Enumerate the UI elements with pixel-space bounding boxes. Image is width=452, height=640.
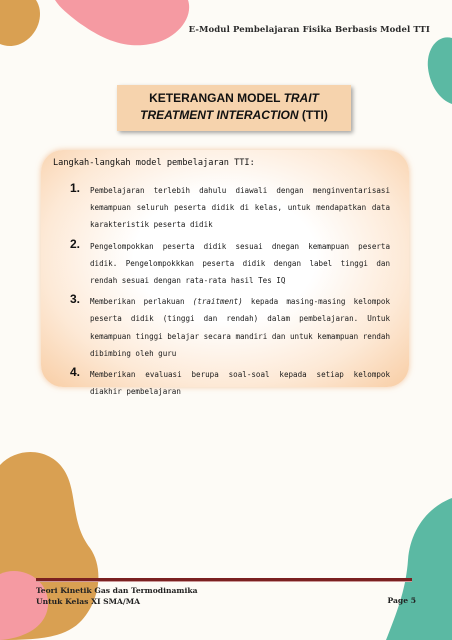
steps-list	[70, 182, 390, 404]
footer-class-label: Untuk Kelas XI SMA/MA	[36, 597, 141, 606]
step-text-part: kepada masing-masing kelompok peserta didik (tinggi dan rendah) dalam pembelajaran. Untuk kemampuan tinggi belajar secara mandiri dan untuk kemampuan rendah dibimbing oleh guru	[90, 297, 390, 358]
list-item	[70, 182, 390, 234]
page-number: Page 5	[387, 596, 416, 605]
step-text	[90, 293, 390, 362]
footer-book-title: Teori Kinetik Gas dan Termodinamika	[36, 586, 198, 595]
orange-blob-decoration	[0, 0, 60, 60]
step-number: 2.	[70, 236, 81, 251]
step-text: Memberikan evaluasi berupa soal-soal kepada setiap kelompok diakhir pembelajaran	[90, 370, 390, 397]
footer-divider	[36, 578, 412, 582]
title-italic-text: TRAIT	[283, 91, 319, 105]
step-number: 1.	[70, 181, 81, 195]
title-plain-text: (TTI)	[298, 108, 328, 122]
step-number: 4.	[70, 365, 81, 380]
footer-book-info	[36, 585, 198, 607]
section-title-line-1	[117, 90, 351, 107]
module-header-title: E-Modul Pembelajaran Fisika Berbasis Model TTI	[188, 25, 430, 35]
teal-blob-decoration	[392, 0, 452, 110]
title-italic-text: TREATMENT INTERACTION	[140, 108, 299, 122]
teal-blob-decoration	[368, 498, 452, 640]
title-plain-text: KETERANGAN MODEL	[149, 91, 284, 105]
list-item	[70, 293, 390, 362]
list-item	[70, 366, 390, 400]
steps-intro-text: Langkah-langkah model pembelajaran TTI:	[53, 158, 255, 168]
step-text: Pengelompokkan peserta didik sesuai dnegan kemampuan peserta didik. Pengelompokkkan peserta didik dengan label tinggi dan rendah sesuai dengan rata-rata hasil Tes IQ	[90, 241, 390, 286]
step-number: 3.	[70, 292, 81, 307]
step-text: Pembelajaran terlebih dahulu diawali dengan menginventarisasi kemampuan seluruh peserta didik di kelas, untuk mendapatkan data karakteristik peserta didik	[90, 186, 390, 230]
step-text-part: Memberikan perlakuan	[90, 297, 193, 307]
list-item	[70, 238, 390, 290]
step-text-italic: (traitment)	[192, 297, 243, 307]
section-title-line-2	[117, 107, 351, 124]
section-title-box	[117, 85, 351, 131]
